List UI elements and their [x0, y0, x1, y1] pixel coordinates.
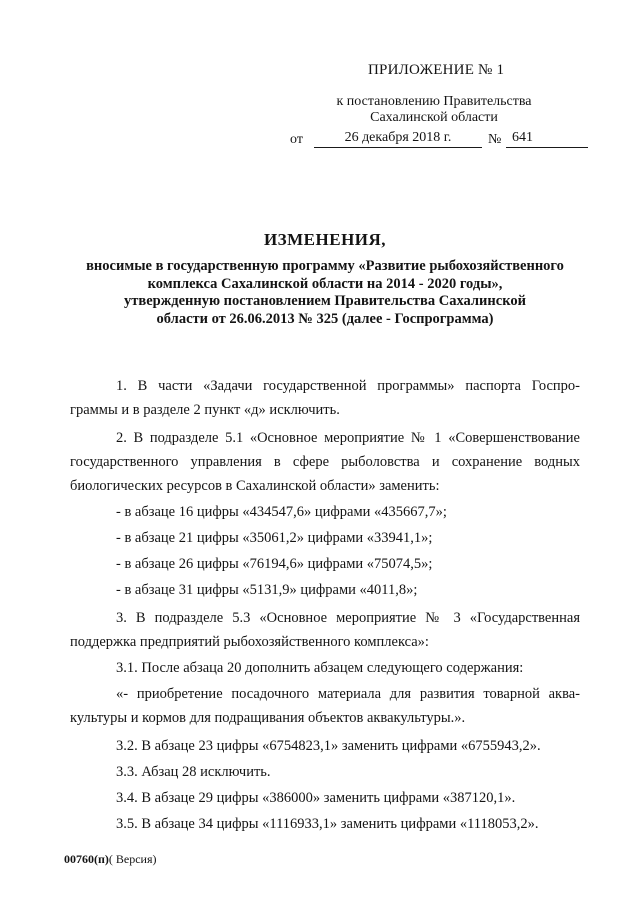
from-label: от: [290, 132, 303, 147]
number-label: №: [488, 132, 502, 147]
document-version: ( Версия): [108, 852, 157, 866]
footer-document-code: [64, 852, 157, 867]
paragraph-line: 3. В подразделе 5.3 «Основное мероприятие № 3 «Государственная: [116, 610, 580, 626]
paragraph-line: поддержка предприятий рыбохозяйственного комплекса»:: [70, 634, 429, 650]
paragraph-line: 2. В подразделе 5.1 «Основное мероприятие № 1 «Совершенствование: [116, 430, 580, 446]
paragraph-line: государственного управления в сфере рыболовства и сохранение водных: [70, 454, 580, 470]
paragraph-3-2: 3.2. В абзаце 23 цифры «6754823,1» заменить цифрами «6755943,2».: [116, 738, 541, 754]
paragraph-3-1: 3.1. После абзаца 20 дополнить абзацем следующего содержания:: [116, 660, 524, 676]
paragraph-line: «- приобретение посадочного материала для развития товарной аква-: [116, 686, 580, 702]
document-title: ИЗМЕНЕНИЯ,: [263, 230, 387, 249]
paragraph-line: 1. В части «Задачи государственной программы» паспорта Госпро-: [116, 378, 580, 394]
paragraph-line: граммы и в разделе 2 пункт «д» исключить.: [70, 402, 340, 418]
subtitle-line: области от 26.06.2013 № 325 (далее - Госпрограмма): [156, 310, 494, 327]
subtitle-line: вносимые в государственную программу «Развитие рыбохозяйственного: [86, 258, 564, 274]
list-item: - в абзаце 26 цифры «76194,6» цифрами «75074,5»;: [116, 556, 433, 572]
decree-date: 26 декабря 2018 г.: [314, 130, 482, 148]
decree-number: 641: [506, 130, 588, 148]
quoted-addition: [70, 682, 580, 730]
appendix-line-1: к постановлению Правительства: [336, 94, 532, 109]
paragraph-line: биологических ресурсов в Сахалинской области» заменить:: [70, 478, 440, 494]
subtitle-line: комплекса Сахалинской области на 2014 - 2020 годы»,: [147, 275, 503, 292]
paragraph-3-5: 3.5. В абзаце 34 цифры «1116933,1» заменить цифрами «1118053,2».: [116, 816, 539, 832]
paragraph-1: [70, 374, 580, 422]
list-item: - в абзаце 31 цифры «5131,9» цифрами «4011,8»;: [116, 582, 418, 598]
document-subtitle: [40, 258, 610, 328]
paragraph-3-4: 3.4. В абзаце 29 цифры «386000» заменить цифрами «387120,1».: [116, 790, 516, 806]
paragraph-line: культуры и кормов для подращивания объектов аквакультуры.».: [70, 710, 466, 726]
paragraph-3: [70, 606, 580, 654]
appendix-reference: [334, 94, 534, 126]
list-item: - в абзаце 16 цифры «434547,6» цифрами «435667,7»;: [116, 504, 447, 520]
appendix-title: ПРИЛОЖЕНИЕ № 1: [368, 62, 505, 78]
document-code: 00760(п): [64, 852, 109, 866]
paragraph-3-3: 3.3. Абзац 28 исключить.: [116, 764, 271, 780]
list-item: - в абзаце 21 цифры «35061,2» цифрами «33941,1»;: [116, 530, 433, 546]
paragraph-2: [70, 426, 580, 498]
decree-date-line: [290, 130, 590, 150]
subtitle-line: утвержденную постановлением Правительства Сахалинской: [124, 293, 526, 309]
appendix-line-2: Сахалинской области: [370, 110, 498, 125]
